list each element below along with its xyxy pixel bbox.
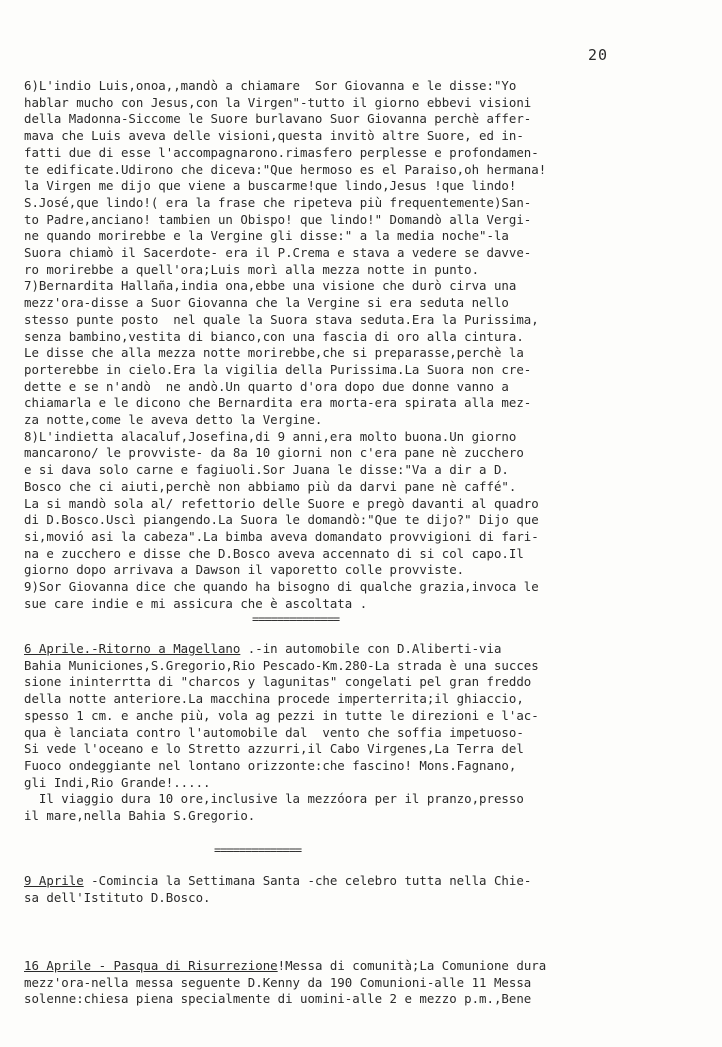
text-line: il mare,nella Bahia S.Gregorio. xyxy=(24,808,256,824)
entry-heading-line xyxy=(24,873,716,890)
text-line: qua è lanciata contro l'automobile dal vento che soffia impetuoso- xyxy=(24,724,524,740)
text-line: S.José,que lindo!( era la frase che ripeteva più frequentemente)San- xyxy=(24,194,532,210)
page-number: 20 xyxy=(588,46,609,64)
text-line: Il viaggio dura 10 ore,inclusive la mezzóora per il pranzo,presso xyxy=(24,791,524,807)
text-line: della notte anteriore.La macchina procede imperterrita;il ghiaccio, xyxy=(24,691,524,707)
text-line: sione ininterrtta di "charcos y lagunitas" congelati pel gran freddo xyxy=(24,674,532,690)
entry-6-april xyxy=(24,641,716,825)
text-line: di D.Bosco.Uscì piangendo.La Suora le domandò:"Que te dijo?" Dijo que xyxy=(24,512,539,528)
text-line: giorno dopo arrivava a Dawson il vaporetto colle provviste. xyxy=(24,562,465,578)
entry-heading-text: !Messa di comunità;La Comunione dura xyxy=(277,958,547,973)
text-line: ne quando morirebbe e la Vergine gli disse:" a la media noche"-la xyxy=(24,228,509,244)
text-line: stesso punte posto nel quale la Suora stava seduta.Era la Purissima, xyxy=(24,311,539,327)
text-line: Fuoco ondeggiante nel lontano orizzonte:che fascino! Mons.Fagnano, xyxy=(24,757,517,773)
entry-date-heading: 6 Aprile.-Ritorno a Magellano xyxy=(24,641,241,656)
entry-body xyxy=(24,658,716,825)
text-line: to Padre,anciano! tambien un Obispo! que lindo!" Domandò alla Vergi- xyxy=(24,211,532,227)
text-line: porterebbe in cielo.Era la vigilia della Purissima.La Suora non cre- xyxy=(24,361,532,377)
text-line: 7)Bernardita Hallaña,india ona,ebbe una visione che durò cirva una xyxy=(24,278,517,294)
text-line: Si vede l'oceano e lo Stretto azzurri,il Cabo Virgenes,La Terra del xyxy=(24,741,524,757)
text-line: ro morirebbe a quell'ora;Luis morì alla mezza notte in punto. xyxy=(24,261,480,277)
text-line: Bahia Municiones,S.Gregorio,Rio Pescado-Km.280-La strada è una succes xyxy=(24,657,539,673)
text-line: 8)L'indietta alacaluf,Josefina,di 9 anni,era molto buona.Un giorno xyxy=(24,428,517,444)
text-line: della Madonna-Siccome le Suore burlavano Suor Giovanna perchè affer- xyxy=(24,111,532,127)
text-line: Bosco che ci aiuti,perchè non abbiamo più da darvi pane nè caffé". xyxy=(24,478,517,494)
entry-body xyxy=(24,890,716,907)
text-line: La si mandò sola al/ refettorio delle Suore e pregò davanti al quadro xyxy=(24,495,539,511)
text-line: za notte,come le aveva detto la Vergine. xyxy=(24,412,323,428)
text-line: te edificate.Udirono che diceva:"Que hermoso es el Paraiso,oh hermana! xyxy=(24,161,547,177)
entry-body xyxy=(24,975,716,1008)
text-line: dette e se n'andò ne andò.Un quarto d'ora dopo due donne vanno a xyxy=(24,378,509,394)
separator-line: ============== xyxy=(214,843,302,857)
text-line: Suora chiamò il Sacerdote- era il P.Crema e stava a vedere se davve- xyxy=(24,245,532,261)
text-line: mava che Luis aveva delle visioni,questa invitò altre Suore, ed in- xyxy=(24,128,524,144)
entry-heading-text: -Comincia la Settimana Santa -che celebro tutta nella Chie- xyxy=(83,873,532,888)
text-line: 9)Sor Giovanna dice che quando ha bisogno di qualche grazia,invoca le xyxy=(24,579,539,595)
text-line: mancarono/ le provviste- da 8a 10 giorni non c'era pane nè zucchero xyxy=(24,445,524,461)
text-line: mezz'ora-nella messa seguente D.Kenny da 190 Comunioni-alle 11 Messa xyxy=(24,974,532,990)
text-line: gli Indi,Rio Grande!..... xyxy=(24,774,211,790)
text-line: senza bambino,vestita di bianco,con una fascia di oro alla cintura. xyxy=(24,328,524,344)
text-line: mezz'ora-disse a Suor Giovanna che la Vergine si era seduta nello xyxy=(24,295,509,311)
entry-date-heading: 16 Aprile - Pasqua di Risurrezione xyxy=(24,958,278,973)
text-line: si,movió asi la cabeza".La bimba aveva domandato provvigioni di fari- xyxy=(24,528,539,544)
entry-16-april xyxy=(24,958,716,1008)
entry-heading-text: .-in automobile con D.Aliberti-via xyxy=(240,641,502,656)
separator-line: ============== xyxy=(252,612,340,626)
text-line: spesso 1 cm. e anche più, vola ag pezzi in tutte le direzioni e l'ac- xyxy=(24,707,539,723)
text-line: sue care indie e mi assicura che è ascoltata . xyxy=(24,595,368,611)
paragraph-visions xyxy=(24,78,716,613)
text-line: Le disse che alla mezza notte morirebbe,che si preparasse,perchè la xyxy=(24,345,524,361)
entry-heading-line xyxy=(24,958,716,975)
entry-heading-line xyxy=(24,641,716,658)
text-line: hablar mucho con Jesus,con la Virgen"-tutto il giorno ebbevi visioni xyxy=(24,94,532,110)
entry-date-heading: 9 Aprile xyxy=(24,873,84,888)
text-line: 6)L'indio Luis,onoa,,mandò a chiamare Sor Giovanna e le disse:"Yo xyxy=(24,78,517,93)
text-line: la Virgen me dijo que viene a buscarme!que lindo,Jesus !que lindo! xyxy=(24,178,517,194)
text-line: e si dava solo carne e fagiuoli.Sor Juana le disse:"Va a dir a D. xyxy=(24,462,509,478)
text-line: fatti due di esse l'accompagnarono.rimasfero perplesse e profondamen- xyxy=(24,144,539,160)
text-line: sa dell'Istituto D.Bosco. xyxy=(24,889,211,905)
text-line: na e zucchero e disse che D.Bosco aveva accennato di si col capo.Il xyxy=(24,545,524,561)
text-line: solenne:chiesa piena specialmente di uomini-alle 2 e mezzo p.m.,Bene xyxy=(24,991,532,1007)
text-line: chiamarla e le dicono che Bernardita era morta-era spirata alla mez- xyxy=(24,395,532,411)
entry-9-april xyxy=(24,873,716,906)
